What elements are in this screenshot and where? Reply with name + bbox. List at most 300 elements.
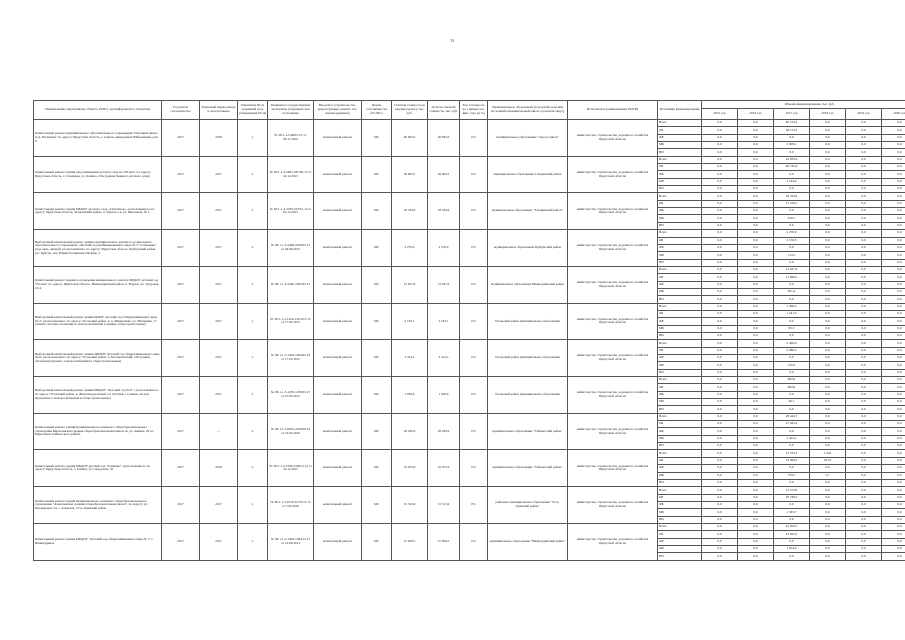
- funding-value: 0,0: [810, 369, 846, 376]
- municipality: Усольский район муниципальное образование: [488, 377, 568, 414]
- funding-value: 0,0: [810, 142, 846, 149]
- psd-details: х: [238, 303, 268, 340]
- funding-value: 0,0: [702, 186, 738, 193]
- funding-value: 0,0: [846, 178, 882, 185]
- expertise-details: № 38-1-1-3-1476-1476/02.15 от 27.03.2015: [268, 377, 314, 414]
- psd-details: х: [238, 377, 268, 414]
- header-year-2018: 2018 год: [810, 109, 846, 120]
- funding-value: 0,0: [846, 303, 882, 310]
- expertise-details: № 38-1-1-3-1506-1506/15 (4 от 22.12.2015: [268, 450, 314, 487]
- funding-value: 916,7: [774, 215, 810, 222]
- start-year: 2017: [162, 266, 200, 303]
- estimated-cost: 31 313,9: [392, 487, 428, 524]
- funding-value: 0,0: [738, 134, 774, 141]
- funding-source: Всего: [658, 230, 702, 237]
- funding-value: 0,0: [882, 509, 905, 516]
- funding-source: ОБ: [658, 384, 702, 391]
- funding-value: 0,0: [882, 538, 905, 545]
- start-year: 2017: [162, 303, 200, 340]
- header-source: Источники финансирования: [658, 101, 702, 120]
- funding-value: 2 406,9: [774, 340, 810, 347]
- funding-value: 0,0: [738, 208, 774, 215]
- remaining-cost: 12 627,9: [428, 266, 460, 303]
- funding-value: 0,0: [774, 538, 810, 545]
- ownership-form: МС: [362, 120, 392, 157]
- funding-value: 0,0: [738, 450, 774, 457]
- funding-value: 0,0: [882, 494, 905, 501]
- tech-readiness: 0%: [460, 156, 488, 193]
- funding-value: 0,0: [810, 178, 846, 185]
- object-financing-table: [33, 100, 905, 561]
- funding-value: 0,0: [702, 523, 738, 530]
- funding-value: 0,0: [738, 531, 774, 538]
- funding-value: 1 241,9: [774, 310, 810, 317]
- funding-value: 1 306,2: [774, 303, 810, 310]
- funding-value: 29 748,2: [774, 494, 810, 501]
- estimated-cost: 1 036,6: [392, 377, 428, 414]
- funding-value: 0,0: [738, 428, 774, 435]
- funding-value: 0,0: [882, 384, 905, 391]
- funding-value: 42 879,9: [774, 156, 810, 163]
- header-year-2020: 2020 год: [882, 109, 905, 120]
- funding-value: 2 144,0: [774, 178, 810, 185]
- funding-value: 0,0: [738, 149, 774, 156]
- funding-source: МБ: [658, 215, 702, 222]
- funding-value: 0,0: [882, 369, 905, 376]
- funding-value: 0,0: [810, 340, 846, 347]
- municipality: муниципальное образование "Тайшетский район": [488, 413, 568, 450]
- funding-value: 0,0: [738, 479, 774, 486]
- funding-value: 0,0: [846, 545, 882, 552]
- funding-value: 0,0: [846, 215, 882, 222]
- ownership-form: МС: [362, 156, 392, 193]
- funding-value: 0,0: [810, 303, 846, 310]
- funding-value: 0,0: [846, 281, 882, 288]
- funding-value: 0,0: [882, 413, 905, 420]
- table-header: [34, 101, 905, 120]
- funding-value: 0,0: [846, 244, 882, 251]
- funding-value: 49,1: [774, 399, 810, 406]
- ownership-form: МС: [362, 303, 392, 340]
- table-row: [34, 156, 905, 163]
- funding-value: 0,0: [882, 421, 905, 428]
- funding-value: 0,0: [810, 516, 846, 523]
- funding-value: 0,0: [882, 501, 905, 508]
- ownership-form: МС: [362, 450, 392, 487]
- header-psd: Реквизиты ПСД (заданный срок утверждения ПСД): [238, 101, 268, 120]
- funding-value: 0,0: [702, 200, 738, 207]
- funding-value: 0,0: [846, 288, 882, 295]
- funding-value: 0,0: [774, 186, 810, 193]
- funding-value: 0,0: [846, 318, 882, 325]
- remaining-cost: 16 072,9: [428, 450, 460, 487]
- funding-source: ОБ: [658, 494, 702, 501]
- funding-value: 0,0: [702, 325, 738, 332]
- funding-value: 0,0: [882, 193, 905, 200]
- municipality: муниципальное образование "город Саянск": [488, 120, 568, 157]
- funding-value: 0,0: [702, 332, 738, 339]
- funding-value: 0,0: [702, 472, 738, 479]
- expertise-details: № 38-1-1-3-0910-2016/06.16 от 16.02.2016: [268, 413, 314, 450]
- expertise-details: № 38-1-1-3-2847-267/09-15 от 22.12.2015: [268, 156, 314, 193]
- funding-source: ВИ: [658, 332, 702, 339]
- object-name: Выборочный капитальный ремонт здания МБДОУ Детский сад общеразвивающего вида №23, расположенного по адресу: Усольский район, п. Белореченский, 108 (замена систем внутреннего электроснабжения и общестроительные): [34, 340, 162, 377]
- funding-source: ФБ: [658, 318, 702, 325]
- start-year: 2017: [162, 120, 200, 157]
- funding-value: 0,0: [810, 545, 846, 552]
- object-name: Капитальный ремонт зданий муниципального казенного общеобразовательного учреждения Бирюсинская средняя общеобразовательная школа по ул. Ленина, 20 в г. Бирюсинск Тайшетского района: [34, 413, 162, 450]
- start-year: 2017: [162, 230, 200, 267]
- funding-value: 0,0: [702, 178, 738, 185]
- funding-value: 0,0: [846, 435, 882, 442]
- funding-value: 0,0: [774, 149, 810, 156]
- header-planned: Плановый период ввода в эксплуатацию: [200, 101, 238, 120]
- remaining-cost: 2 165,1: [428, 303, 460, 340]
- funding-value: 0,0: [846, 443, 882, 450]
- funding-value: 0,0: [882, 340, 905, 347]
- funding-source: ФБ: [658, 244, 702, 251]
- funding-value: 0,0: [882, 435, 905, 442]
- funding-value: 0,0: [882, 200, 905, 207]
- funding-value: 0,0: [774, 553, 810, 560]
- funding-value: 0,0: [882, 487, 905, 494]
- municipality: муниципальное образование Слюдянский район: [488, 156, 568, 193]
- object-name: Выборочный капитальный ремонт здания муниципального казенного дошкольного образовательного учреждения "Детский сад комбинированного вида № 3 "Солнышко" (под окна, дверей), расположенного по адресу: Иркутская область, Куйтунский район, р.п. Куйтун, пер. Юрий Гагаринова Октябрь, 2: [34, 230, 162, 267]
- funding-value: 982,6: [774, 377, 810, 384]
- funding-source: ОБ: [658, 200, 702, 207]
- funding-value: 0,0: [810, 244, 846, 251]
- funding-source: Всего: [658, 413, 702, 420]
- funding-value: 0,0: [702, 281, 738, 288]
- tech-readiness: 0%: [460, 230, 488, 267]
- funding-value: 0,0: [810, 296, 846, 303]
- funding-value: 0,0: [738, 127, 774, 134]
- funding-value: 0,0: [882, 171, 905, 178]
- funding-source: ВИ: [658, 369, 702, 376]
- funding-value: 0,0: [774, 332, 810, 339]
- funding-value: 0,0: [738, 347, 774, 354]
- funding-source: ВИ: [658, 259, 702, 266]
- ownership-form: МС: [362, 340, 392, 377]
- work-type: капитальный ремонт: [314, 487, 362, 524]
- funding-value: 0,0: [738, 244, 774, 251]
- funding-source: ФБ: [658, 428, 702, 435]
- funding-source: ФБ: [658, 208, 702, 215]
- funding-source: МБ: [658, 472, 702, 479]
- ownership-form: МС: [362, 523, 392, 560]
- expertise-details: № 38-1-1-3-1324-132/4/15-15 от 17.04.2015: [268, 303, 314, 340]
- start-year: 2017: [162, 156, 200, 193]
- funding-value: 0,0: [702, 399, 738, 406]
- funding-value: 0,0: [702, 553, 738, 560]
- funding-value: 0,0: [810, 332, 846, 339]
- start-year: 2017: [162, 340, 200, 377]
- funding-source: ВИ: [658, 553, 702, 560]
- funding-source: МБ: [658, 399, 702, 406]
- funding-source: ВИ: [658, 296, 702, 303]
- psd-details: х: [238, 340, 268, 377]
- funding-value: 0,0: [846, 487, 882, 494]
- remaining-cost: 18 334,9: [428, 193, 460, 230]
- tech-readiness: 0%: [460, 303, 488, 340]
- funding-value: 0,0: [810, 281, 846, 288]
- funding-value: 2 008,1: [774, 142, 810, 149]
- header-name: Наименование мероприятия, объекта, ППР (с расшифровкой по объектам): [34, 101, 162, 120]
- funding-value: 0,0: [810, 127, 846, 134]
- funding-value: 0,0: [702, 127, 738, 134]
- funding-value: 982,6: [774, 384, 810, 391]
- table-row: [34, 523, 905, 530]
- funding-value: 0,0: [846, 523, 882, 530]
- psd-details: х: [238, 193, 268, 230]
- estimated-cost: 40 845,0: [392, 120, 428, 157]
- executor: министерство строительства, дорожного хозяйства Иркутской области: [568, 487, 658, 524]
- municipality: муниципальное образование "Заларинский район": [488, 193, 568, 230]
- funding-value: 0,0: [846, 362, 882, 369]
- funding-value: 0,0: [882, 523, 905, 530]
- funding-source: ФБ: [658, 134, 702, 141]
- funding-value: 0,0: [882, 252, 905, 259]
- funding-value: 0,0: [810, 538, 846, 545]
- funding-source: ФБ: [658, 538, 702, 545]
- funding-value: 0,0: [702, 193, 738, 200]
- funding-source: ФБ: [658, 281, 702, 288]
- header-year-2019: 2019 год: [846, 109, 882, 120]
- work-type: капитальный ремонт: [314, 523, 362, 560]
- funding-value: 0,0: [846, 384, 882, 391]
- funding-value: 0,0: [702, 362, 738, 369]
- funding-value: 0,0: [846, 516, 882, 523]
- work-type: капитальный ремонт: [314, 230, 362, 267]
- funding-source: ВИ: [658, 222, 702, 229]
- funding-value: 0,0: [810, 435, 846, 442]
- funding-source: МБ: [658, 142, 702, 149]
- funding-value: 103,3: [810, 457, 846, 464]
- funding-value: 0,0: [846, 406, 882, 413]
- funding-value: 0,0: [810, 443, 846, 450]
- funding-value: 0,0: [882, 142, 905, 149]
- tech-readiness: 0%: [460, 266, 488, 303]
- planned-period: 2017: [200, 303, 238, 340]
- funding-source: Всего: [658, 303, 702, 310]
- funding-value: 0,0: [846, 450, 882, 457]
- funding-value: 0,0: [738, 553, 774, 560]
- municipality: Усольский район муниципальное образование: [488, 303, 568, 340]
- funding-value: 0,0: [738, 523, 774, 530]
- funding-source: ОБ: [658, 237, 702, 244]
- funding-value: 0,0: [846, 156, 882, 163]
- start-year: 2017: [162, 413, 200, 450]
- funding-value: 0,0: [738, 487, 774, 494]
- funding-value: 0,0: [774, 465, 810, 472]
- funding-value: 0,0: [882, 325, 905, 332]
- tech-readiness: 0%: [460, 340, 488, 377]
- object-name: Капитальный ремонт здания МКДОУ "Детский сад общеразвивающего вида № 1" г. Нижнеудинск: [34, 523, 162, 560]
- funding-value: 0,0: [846, 413, 882, 420]
- funding-value: 0,0: [702, 215, 738, 222]
- funding-value: 0,0: [810, 479, 846, 486]
- funding-value: 0,0: [702, 274, 738, 281]
- funding-value: 14 366,2: [774, 457, 810, 464]
- funding-value: 0,0: [738, 215, 774, 222]
- funding-value: 0,0: [738, 355, 774, 362]
- expertise-details: № 38-1-1-3-0179-01/79/12.15 от 7.06.2016: [268, 487, 314, 524]
- ownership-form: МС: [362, 487, 392, 524]
- funding-value: 0,0: [882, 332, 905, 339]
- ownership-form: МС: [362, 193, 392, 230]
- funding-value: 0,0: [702, 259, 738, 266]
- tech-readiness: 0%: [460, 523, 488, 560]
- funding-value: 0,0: [810, 222, 846, 229]
- header-municipality: Муниципальное образование (городской/сельский поселений муниципальный район, городской округ): [488, 101, 568, 120]
- funding-value: 0,0: [702, 347, 738, 354]
- funding-source: ВИ: [658, 479, 702, 486]
- funding-value: 0,0: [702, 369, 738, 376]
- funding-source: Всего: [658, 487, 702, 494]
- table-row: [34, 266, 905, 273]
- funding-value: 0,0: [810, 215, 846, 222]
- funding-value: 0,0: [810, 164, 846, 171]
- funding-value: 0,0: [738, 193, 774, 200]
- executor: министерство строительства, дорожного хозяйства Иркутской области: [568, 413, 658, 450]
- table-row: [34, 303, 905, 310]
- funding-value: 0,0: [882, 347, 905, 354]
- funding-value: 0,0: [846, 325, 882, 332]
- funding-value: 0,0: [882, 186, 905, 193]
- estimated-cost: 2 270,0: [392, 230, 428, 267]
- funding-value: 0,0: [738, 509, 774, 516]
- funding-value: 0,0: [774, 355, 810, 362]
- funding-value: 0,0: [774, 208, 810, 215]
- funding-source: ФБ: [658, 391, 702, 398]
- funding-value: 0,0: [774, 501, 810, 508]
- funding-value: 0,0: [702, 252, 738, 259]
- funding-value: 0,0: [702, 134, 738, 141]
- start-year: 2017: [162, 487, 200, 524]
- funding-value: 0,0: [882, 355, 905, 362]
- funding-value: 0,0: [882, 120, 905, 127]
- estimated-cost: 16 072,9: [392, 450, 428, 487]
- funding-value: 0,0: [882, 237, 905, 244]
- funding-value: 0,0: [882, 134, 905, 141]
- funding-value: 0,0: [738, 406, 774, 413]
- expertise-details: № 38-1-1-3-2465-246/503.15: [268, 266, 314, 303]
- funding-value: 0,0: [846, 127, 882, 134]
- table-row: [34, 450, 905, 457]
- object-name: Капитальный ремонт здания для размещения детского сада на 195 мест по адресу: Иркутская область, г. Слюдянка, ул. Ленина, 23А (здание бывшего детского дома): [34, 156, 162, 193]
- object-name: Капитальный ремонт муниципального образовательного учреждения "Основная школа Д.А. Нальмаев" по адресу: Иркутская область, г. Саянск, микрорайон Юбилейный, дом 6: [34, 120, 162, 157]
- funding-value: 0,0: [702, 237, 738, 244]
- funding-value: 0,0: [810, 156, 846, 163]
- funding-value: 0,0: [846, 355, 882, 362]
- funding-source: ОБ: [658, 457, 702, 464]
- planned-period: 2018: [200, 450, 238, 487]
- funding-value: 113,0: [810, 450, 846, 457]
- funding-source: Всего: [658, 266, 702, 273]
- funding-value: 0,0: [882, 178, 905, 185]
- remaining-cost: 31 313,9: [428, 487, 460, 524]
- funding-value: 0,0: [810, 384, 846, 391]
- funding-value: 0,0: [738, 494, 774, 501]
- funding-value: 11 996,5: [774, 274, 810, 281]
- object-name: Выборочный капитальный ремонт здания МДОУ детский сад общеразвивающего вида №17, расположенного по адресу: Усольский район, р. п. Мишелевка, ул. Мичурина, 17 (замена системы отопления и электроснабжения в здании, общестроительные): [34, 303, 162, 340]
- funding-value: 0,0: [846, 479, 882, 486]
- table-row: [34, 230, 905, 237]
- funding-value: 27 022,4: [774, 421, 810, 428]
- header-readiness: Тех. готовность на 1 января тек. фин. года, (в %): [460, 101, 488, 120]
- funding-value: 0,0: [810, 208, 846, 215]
- funding-value: 0,0: [774, 369, 810, 376]
- funding-value: 2 156,5: [774, 237, 810, 244]
- funding-value: 0,0: [882, 450, 905, 457]
- funding-value: 0,0: [702, 531, 738, 538]
- funding-value: 0,0: [846, 421, 882, 428]
- funding-value: 0,0: [810, 193, 846, 200]
- funding-value: 0,0: [882, 318, 905, 325]
- planned-period: 2017: [200, 230, 238, 267]
- funding-value: 0,0: [738, 369, 774, 376]
- table-row: [34, 193, 905, 200]
- funding-value: 0,0: [738, 362, 774, 369]
- funding-value: 0,0: [882, 553, 905, 560]
- funding-value: 0,0: [774, 406, 810, 413]
- psd-details: х: [238, 230, 268, 267]
- executor: министерство строительства, дорожного хозяйства Иркутской области: [568, 523, 658, 560]
- funding-value: 0,0: [846, 428, 882, 435]
- funding-value: 0,0: [738, 516, 774, 523]
- tech-readiness: 0%: [460, 120, 488, 157]
- funding-value: 0,0: [774, 171, 810, 178]
- planned-period: 2017: [200, 377, 238, 414]
- estimated-cost: 39 063,5: [392, 156, 428, 193]
- planned-period: —: [200, 413, 238, 450]
- funding-value: 0,0: [846, 193, 882, 200]
- estimated-cost: 3 414,5: [392, 340, 428, 377]
- ownership-form: МС: [362, 377, 392, 414]
- funding-value: 0,0: [846, 200, 882, 207]
- funding-value: 0,0: [702, 266, 738, 273]
- municipality: муниципальное образование "Нижнеудинский район": [488, 523, 568, 560]
- funding-value: 0,0: [702, 384, 738, 391]
- funding-value: 0,0: [846, 399, 882, 406]
- executor: министерство строительства, дорожного хозяйства Иркутской области: [568, 120, 658, 157]
- funding-value: 0,0: [810, 523, 846, 530]
- funding-value: 0,0: [774, 281, 810, 288]
- table-row: [34, 340, 905, 347]
- funding-value: 0,0: [774, 244, 810, 251]
- tech-readiness: 0%: [460, 413, 488, 450]
- funding-value: 0,0: [702, 509, 738, 516]
- funding-value: 0,0: [846, 332, 882, 339]
- funding-value: 0,0: [846, 296, 882, 303]
- expertise-details: № 38-1-1-3-1404-1404/02.16 от 17.03.2015: [268, 340, 314, 377]
- funding-value: 0,0: [810, 325, 846, 332]
- funding-value: 0,0: [810, 120, 846, 127]
- funding-value: 0,0: [702, 443, 738, 450]
- funding-value: 0,0: [702, 501, 738, 508]
- funding-value: 0,0: [846, 531, 882, 538]
- funding-value: 0,0: [846, 509, 882, 516]
- funding-value: 0,0: [702, 494, 738, 501]
- funding-value: 0,0: [738, 303, 774, 310]
- expertise-details: № 38-1-1-3-2239-223/01-14 от 05.12.2015: [268, 193, 314, 230]
- funding-value: 0,0: [702, 413, 738, 420]
- work-type: капитальный ремонт: [314, 377, 362, 414]
- funding-value: 0,0: [738, 237, 774, 244]
- funding-value: 0,0: [738, 472, 774, 479]
- funding-value: 0,0: [846, 134, 882, 141]
- funding-source: ФБ: [658, 355, 702, 362]
